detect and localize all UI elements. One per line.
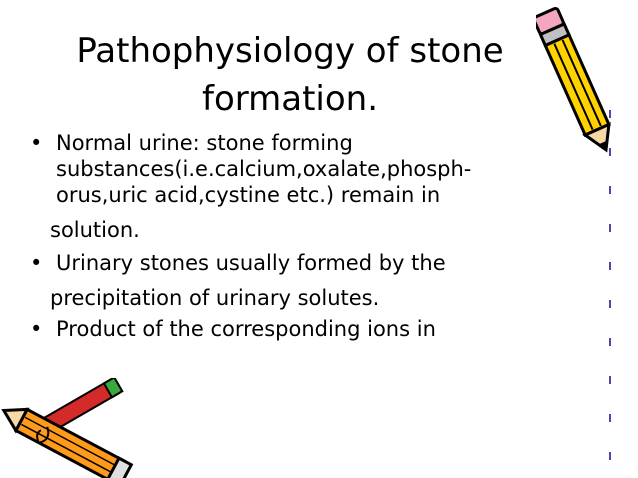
bullet-2-line-2: precipitation of urinary solutes. [50, 286, 380, 310]
bullet-3-line-1: Product of the corresponding ions in [56, 317, 436, 341]
bullet-2-line-1: Urinary stones usually formed by the [56, 251, 446, 275]
pencils-bottom-left-icon [0, 378, 140, 478]
bullet-1-line-1: Normal urine: stone forming [56, 131, 353, 155]
bullet-marker: • [30, 317, 43, 341]
bullet-1-line-3: orus,uric acid,cystine etc.) remain in [56, 183, 441, 207]
title-line-2: formation. [201, 79, 379, 119]
bullet-1-line-4: solution. [50, 218, 140, 242]
edge-dash-decoration [602, 110, 618, 460]
slide-title [30, 27, 550, 123]
bullet-marker: • [30, 251, 43, 275]
title-line-1: Pathophysiology of stone [76, 31, 504, 71]
bullet-marker: • [30, 131, 43, 155]
bullet-1-line-2: substances(i.e.calcium,oxalate,phosph- [56, 157, 472, 181]
